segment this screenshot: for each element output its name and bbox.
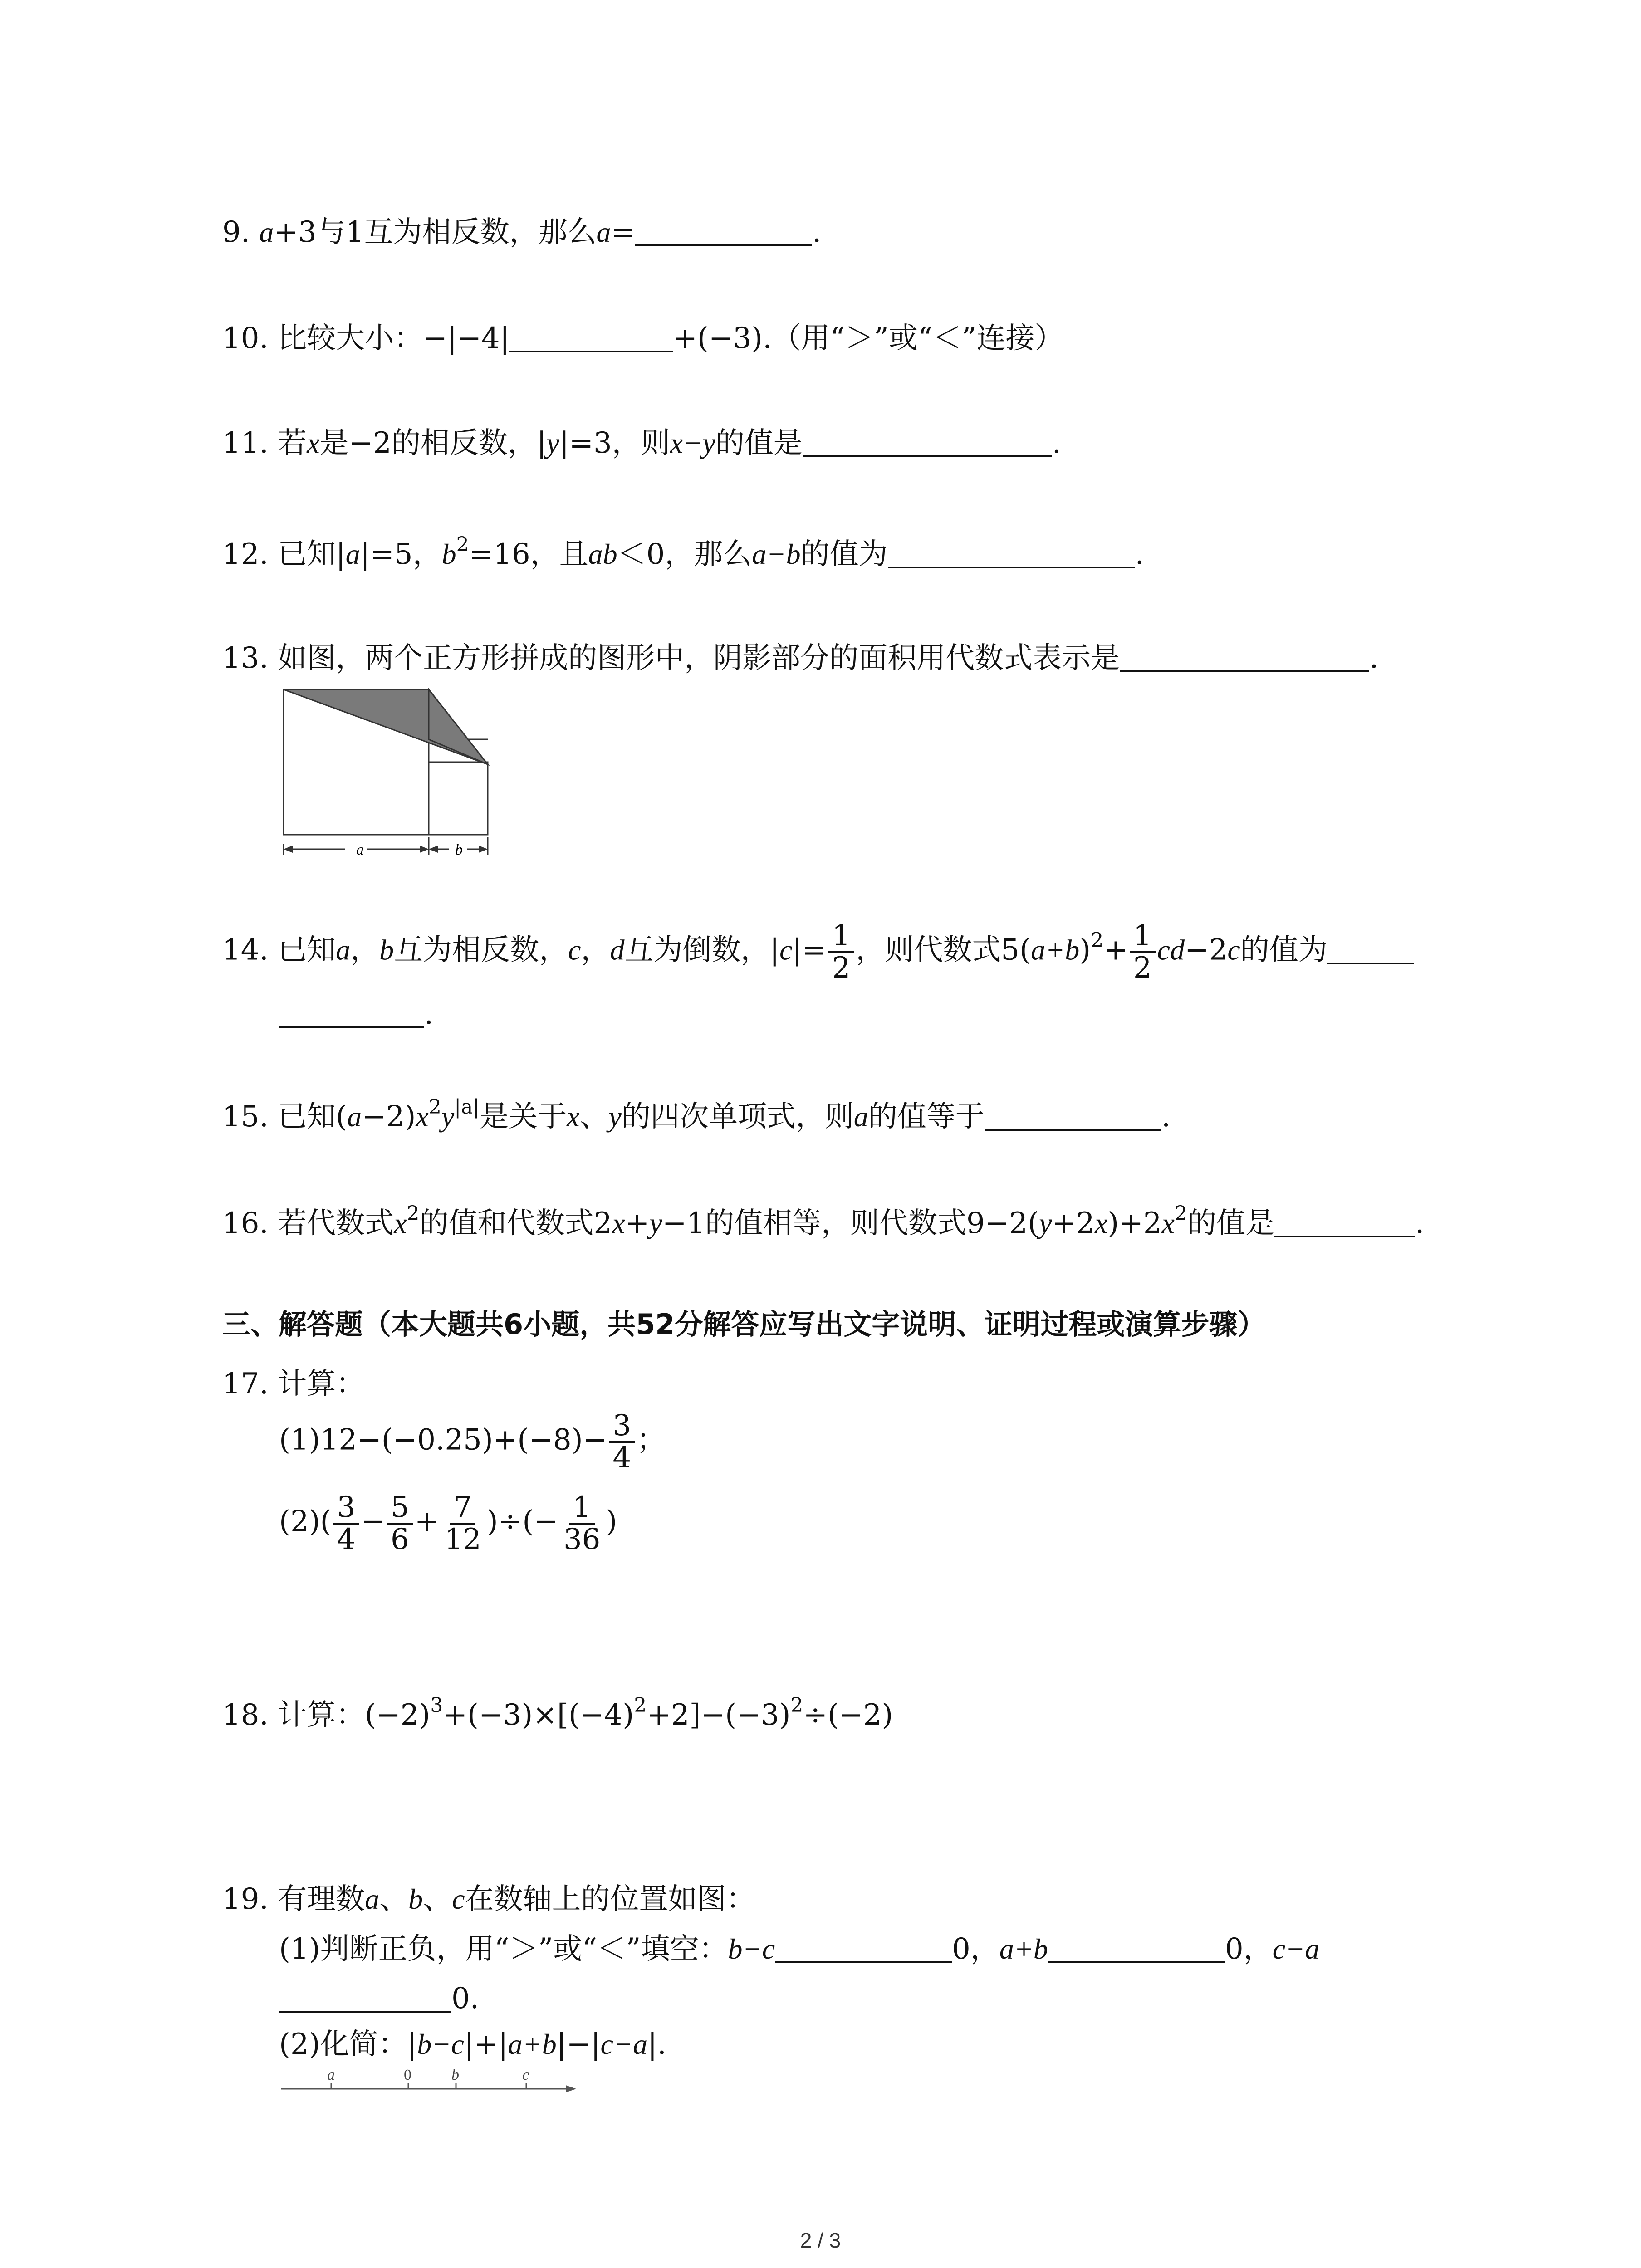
period: . [1369, 641, 1379, 675]
question-text: −1的值相等，则代数式9−2( [662, 1207, 1039, 1240]
question-text: 比较大小：−|−4| [278, 322, 510, 355]
operator: )÷(− [486, 1505, 558, 1539]
question-text: + [625, 1207, 650, 1240]
exponent: 2 [456, 533, 469, 556]
expression: a+b [508, 2028, 557, 2060]
question-text: |=3，则 [559, 426, 670, 460]
question-text: 如图，两个正方形拼成的图形中，阴影部分的面积用代数式表示是 [278, 641, 1120, 675]
fraction [387, 1492, 413, 1555]
question-number: 14. [222, 933, 269, 967]
exponent: 3 [430, 1694, 443, 1717]
question-number: 18. [222, 1698, 269, 1732]
answer-blank[interactable] [509, 323, 673, 352]
period: . [1161, 1100, 1171, 1134]
var-b: b [441, 538, 456, 570]
answer-blank[interactable] [1048, 1934, 1225, 1963]
answer-blank[interactable] [888, 539, 1135, 568]
expression: 计算：(−2) [278, 1698, 431, 1732]
question-number: 19. [222, 1882, 269, 1916]
question-14-continuation [279, 996, 433, 1033]
question-number: 11. [222, 426, 269, 460]
exponent: 2 [634, 1694, 647, 1717]
question-text: 互为倒数，| [624, 933, 780, 967]
exponent: 2 [790, 1694, 803, 1717]
question-text: 是关于 [480, 1100, 567, 1134]
question-text: +3与1互为相反数，那么 [274, 215, 597, 249]
var-y: y [608, 1100, 622, 1133]
expression: c−a [600, 2028, 648, 2060]
question-text: 的值为 [800, 538, 888, 571]
var-c: c [779, 934, 793, 966]
exponent: 2 [1091, 929, 1104, 952]
question-17 [222, 1365, 365, 1403]
denominator: 36 [563, 1523, 601, 1557]
question-text: (2)化简：| [279, 2028, 417, 2061]
arrow-icon [566, 2085, 576, 2092]
fraction [441, 1492, 485, 1555]
var-a: a [596, 216, 611, 248]
var-x: x [416, 1100, 429, 1133]
squares-figure [277, 685, 495, 857]
numerator: 1 [1130, 921, 1156, 953]
answer-blank[interactable] [803, 428, 1052, 457]
question-16 [222, 1204, 1424, 1242]
var-a: a [336, 934, 351, 966]
expression: a−b [752, 538, 801, 570]
var-y: y [649, 1207, 662, 1239]
var-c: c [1227, 934, 1240, 966]
fraction-half [828, 921, 854, 983]
period: . [1415, 1207, 1425, 1240]
numerator: 3 [333, 1492, 359, 1525]
question-text: 、 [423, 1882, 452, 1916]
denominator: 4 [612, 1441, 632, 1475]
var-x: x [307, 427, 320, 459]
question-text: −2) [362, 1100, 416, 1134]
fraction [560, 1492, 604, 1555]
question-number: 15. [222, 1100, 269, 1134]
question-text: 的值和代数式2 [419, 1207, 612, 1240]
arrow-left [284, 846, 293, 853]
denominator: 2 [832, 951, 851, 985]
var-a: a [365, 1883, 380, 1915]
question-text: 互为相反数， [394, 933, 568, 967]
operator: + [414, 1505, 439, 1539]
question-number: 12. [222, 538, 269, 571]
label-b: b [455, 841, 463, 857]
var-x: x [394, 1207, 407, 1239]
question-18 [222, 1696, 893, 1734]
expression: (2)( [279, 1505, 332, 1539]
expression: b−c [728, 1933, 775, 1965]
question-text: (1)判断正负，用“＞”或“＜”填空： [279, 1932, 728, 1966]
question-text: |=5， [360, 538, 442, 571]
question-text: 0. [451, 1982, 480, 2015]
question-number: 13. [222, 641, 269, 675]
arrow-left [429, 846, 438, 853]
answer-blank[interactable] [985, 1102, 1161, 1131]
question-text: 有理数 [278, 1882, 365, 1916]
question-text: 的值为 [1240, 933, 1327, 967]
question-text: ) [1079, 933, 1091, 967]
question-text: 若代数式 [278, 1207, 394, 1240]
fraction [333, 1492, 359, 1555]
answer-blank[interactable] [279, 1984, 451, 2013]
label-a: a [356, 841, 364, 857]
question-text: 计算： [278, 1367, 365, 1401]
numerator: 7 [450, 1492, 476, 1525]
period: . [812, 215, 822, 249]
question-text: 的四次单项式，则 [621, 1100, 854, 1134]
question-10 [222, 320, 1063, 357]
var-b: b [379, 934, 394, 966]
question-19 [222, 1880, 755, 1918]
var-c: c [568, 934, 581, 966]
var-y: y [441, 1100, 455, 1133]
var-x: x [567, 1100, 580, 1133]
var-x: x [612, 1207, 625, 1239]
denominator: 4 [337, 1523, 356, 1557]
point-b-label: b [451, 2067, 459, 2083]
number-line [279, 2066, 578, 2107]
numerator: 1 [569, 1492, 595, 1525]
denominator: 6 [390, 1523, 409, 1557]
question-14 [222, 921, 1414, 983]
answer-blank[interactable] [1274, 1208, 1415, 1237]
var-x: x [1161, 1207, 1175, 1239]
question-text: 0， [1225, 1932, 1273, 1966]
question-13 [222, 640, 1378, 677]
question-11 [222, 424, 1061, 462]
question-text: |+| [464, 2028, 508, 2061]
answer-blank[interactable] [1120, 643, 1369, 672]
var-a: a [853, 1100, 868, 1133]
point-a-label: a [327, 2067, 335, 2083]
period: . [1135, 538, 1144, 571]
denominator: 2 [1133, 951, 1152, 985]
period: . [1052, 426, 1062, 460]
var-a: a [347, 1100, 362, 1133]
exponent: 2 [428, 1095, 441, 1119]
page-number: 2 / 3 [800, 2229, 841, 2252]
question-text: +(−3).（用“＞”或“＜”连接） [673, 322, 1064, 355]
denominator: 12 [444, 1523, 481, 1557]
question-text: = [611, 215, 636, 249]
arrow-right [479, 846, 488, 853]
expression: x−y [670, 427, 715, 459]
question-text: 若 [278, 426, 307, 460]
expression: cd [1157, 934, 1185, 966]
question-number: 17. [222, 1367, 269, 1401]
question-text: ， [350, 933, 380, 967]
section-heading: 三、解答题（本大题共6小题，共52分解答应写出文字说明、证明过程或演算步骤） [222, 1308, 1266, 1341]
question-text: 已知| [278, 538, 346, 571]
small-square [429, 762, 488, 835]
question-text: ＜0，那么 [617, 538, 752, 571]
point-c-label: c [522, 2067, 529, 2083]
answer-blank-continued[interactable] [279, 999, 424, 1028]
question-text: 0， [952, 1932, 999, 1966]
question-number: 10. [222, 322, 269, 355]
expression: ) [606, 1505, 617, 1539]
answer-blank[interactable] [635, 217, 812, 246]
expression: ÷(−2) [803, 1698, 893, 1732]
operator: − [361, 1505, 385, 1539]
question-text: =16，且 [469, 538, 588, 571]
question-text: 在数轴上的位置如图： [465, 1882, 755, 1916]
question-text: |= [792, 933, 827, 967]
expression: b−c [417, 2028, 464, 2060]
question-12 [222, 535, 1144, 573]
question-19-part-1-continuation [279, 1980, 479, 2018]
expression: (1)12−(−0.25)+(−8)− [279, 1423, 607, 1457]
expression: +(−3)×[(−4) [443, 1698, 634, 1732]
question-text: 、 [579, 1100, 609, 1134]
question-text: ， [581, 933, 610, 967]
question-text: 的值是 [715, 426, 803, 460]
arrow-right [420, 846, 429, 853]
fraction-half [1130, 921, 1156, 983]
var-x: x [1094, 1207, 1108, 1239]
question-text: )+2 [1107, 1207, 1162, 1240]
question-text: |−| [556, 2028, 601, 2061]
period: . [424, 997, 434, 1031]
expression: c−a [1272, 1933, 1320, 1965]
var-c: c [452, 1883, 465, 1915]
question-text: −2 [1185, 933, 1228, 967]
question-17-part-1 [279, 1411, 666, 1473]
var-a: a [345, 538, 360, 570]
var-a: a [259, 216, 274, 248]
question-text: +2 [1052, 1207, 1095, 1240]
numerator: 5 [387, 1492, 413, 1525]
question-15 [222, 1095, 1171, 1136]
origin-label: 0 [404, 2067, 411, 2083]
question-number: 9. [222, 215, 250, 249]
question-19-part-2 [279, 2025, 666, 2063]
expression: ab [588, 538, 617, 570]
question-17-part-2 [279, 1492, 617, 1555]
question-text: ，则代数式5( [856, 933, 1031, 967]
expression: ； [637, 1423, 666, 1457]
question-text: + [1103, 933, 1128, 967]
var-y: y [546, 427, 559, 459]
exponent: 2 [407, 1202, 420, 1225]
exponent: |a| [454, 1095, 480, 1119]
numerator: 1 [828, 921, 854, 953]
question-text: 的值是 [1187, 1207, 1274, 1240]
answer-blank[interactable] [1327, 935, 1414, 964]
question-text: 是−2的相反数，| [319, 426, 547, 460]
expression: a+b [1031, 934, 1080, 966]
question-text: 已知( [278, 1100, 348, 1134]
question-text: 、 [379, 1882, 409, 1916]
numerator: 3 [609, 1411, 635, 1443]
fraction [609, 1411, 635, 1473]
question-9 [222, 213, 821, 251]
question-19-part-1 [279, 1930, 1319, 1968]
answer-blank[interactable] [775, 1934, 952, 1963]
expression: +2]−(−3) [647, 1698, 791, 1732]
question-number: 16. [222, 1207, 269, 1240]
var-d: d [610, 934, 625, 966]
expression: a+b [999, 1933, 1048, 1965]
exponent: 2 [1174, 1202, 1187, 1225]
question-text: 的值等于 [868, 1100, 985, 1134]
question-text: 已知 [278, 933, 336, 967]
var-b: b [408, 1883, 423, 1915]
var-y: y [1039, 1207, 1052, 1239]
question-text: |. [647, 2028, 666, 2061]
